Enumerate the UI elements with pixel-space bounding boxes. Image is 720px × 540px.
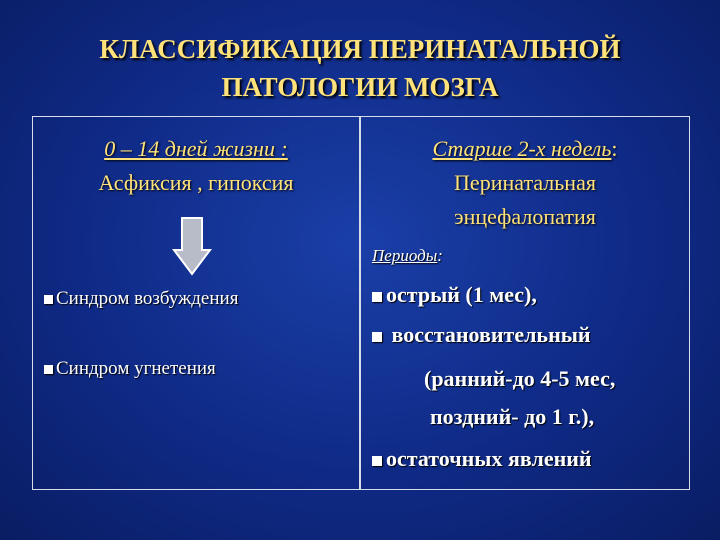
left-heading: 0 – 14 дней жизни :	[104, 136, 288, 161]
right-subheading-1: Перинатальная	[454, 170, 596, 195]
right-subheading-2: энцефалопатия	[454, 204, 596, 229]
list-item: Синдром угнетения	[44, 358, 216, 380]
list-item: острый (1 мес),	[372, 282, 537, 308]
title-line-1: КЛАССИФИКАЦИЯ ПЕРИНАТАЛЬНОЙ	[99, 34, 621, 64]
periods-label: Периоды:	[372, 246, 443, 265]
square-bullet-icon	[372, 332, 382, 342]
right-header	[360, 132, 690, 234]
square-bullet-icon	[44, 295, 53, 304]
right-heading-suffix: :	[611, 136, 618, 161]
left-header	[32, 132, 360, 200]
list-item-continuation: поздний- до 1 г.),	[430, 404, 595, 429]
square-bullet-icon	[372, 292, 382, 302]
down-arrow-icon	[172, 216, 212, 278]
title-line-2: ПАТОЛОГИИ МОЗГА	[221, 72, 499, 102]
square-bullet-icon	[372, 456, 382, 466]
list-item: Синдром возбуждения	[44, 288, 238, 310]
right-heading: Старше 2-х недель	[432, 136, 612, 161]
list-item: остаточных явлений	[372, 446, 592, 472]
list-item-continuation: (ранний-до 4-5 мес,	[424, 366, 616, 391]
list-item: восстановительный	[372, 322, 591, 348]
slide-title	[0, 30, 720, 106]
left-subheading: Асфиксия , гипоксия	[98, 170, 294, 195]
square-bullet-icon	[44, 365, 53, 374]
